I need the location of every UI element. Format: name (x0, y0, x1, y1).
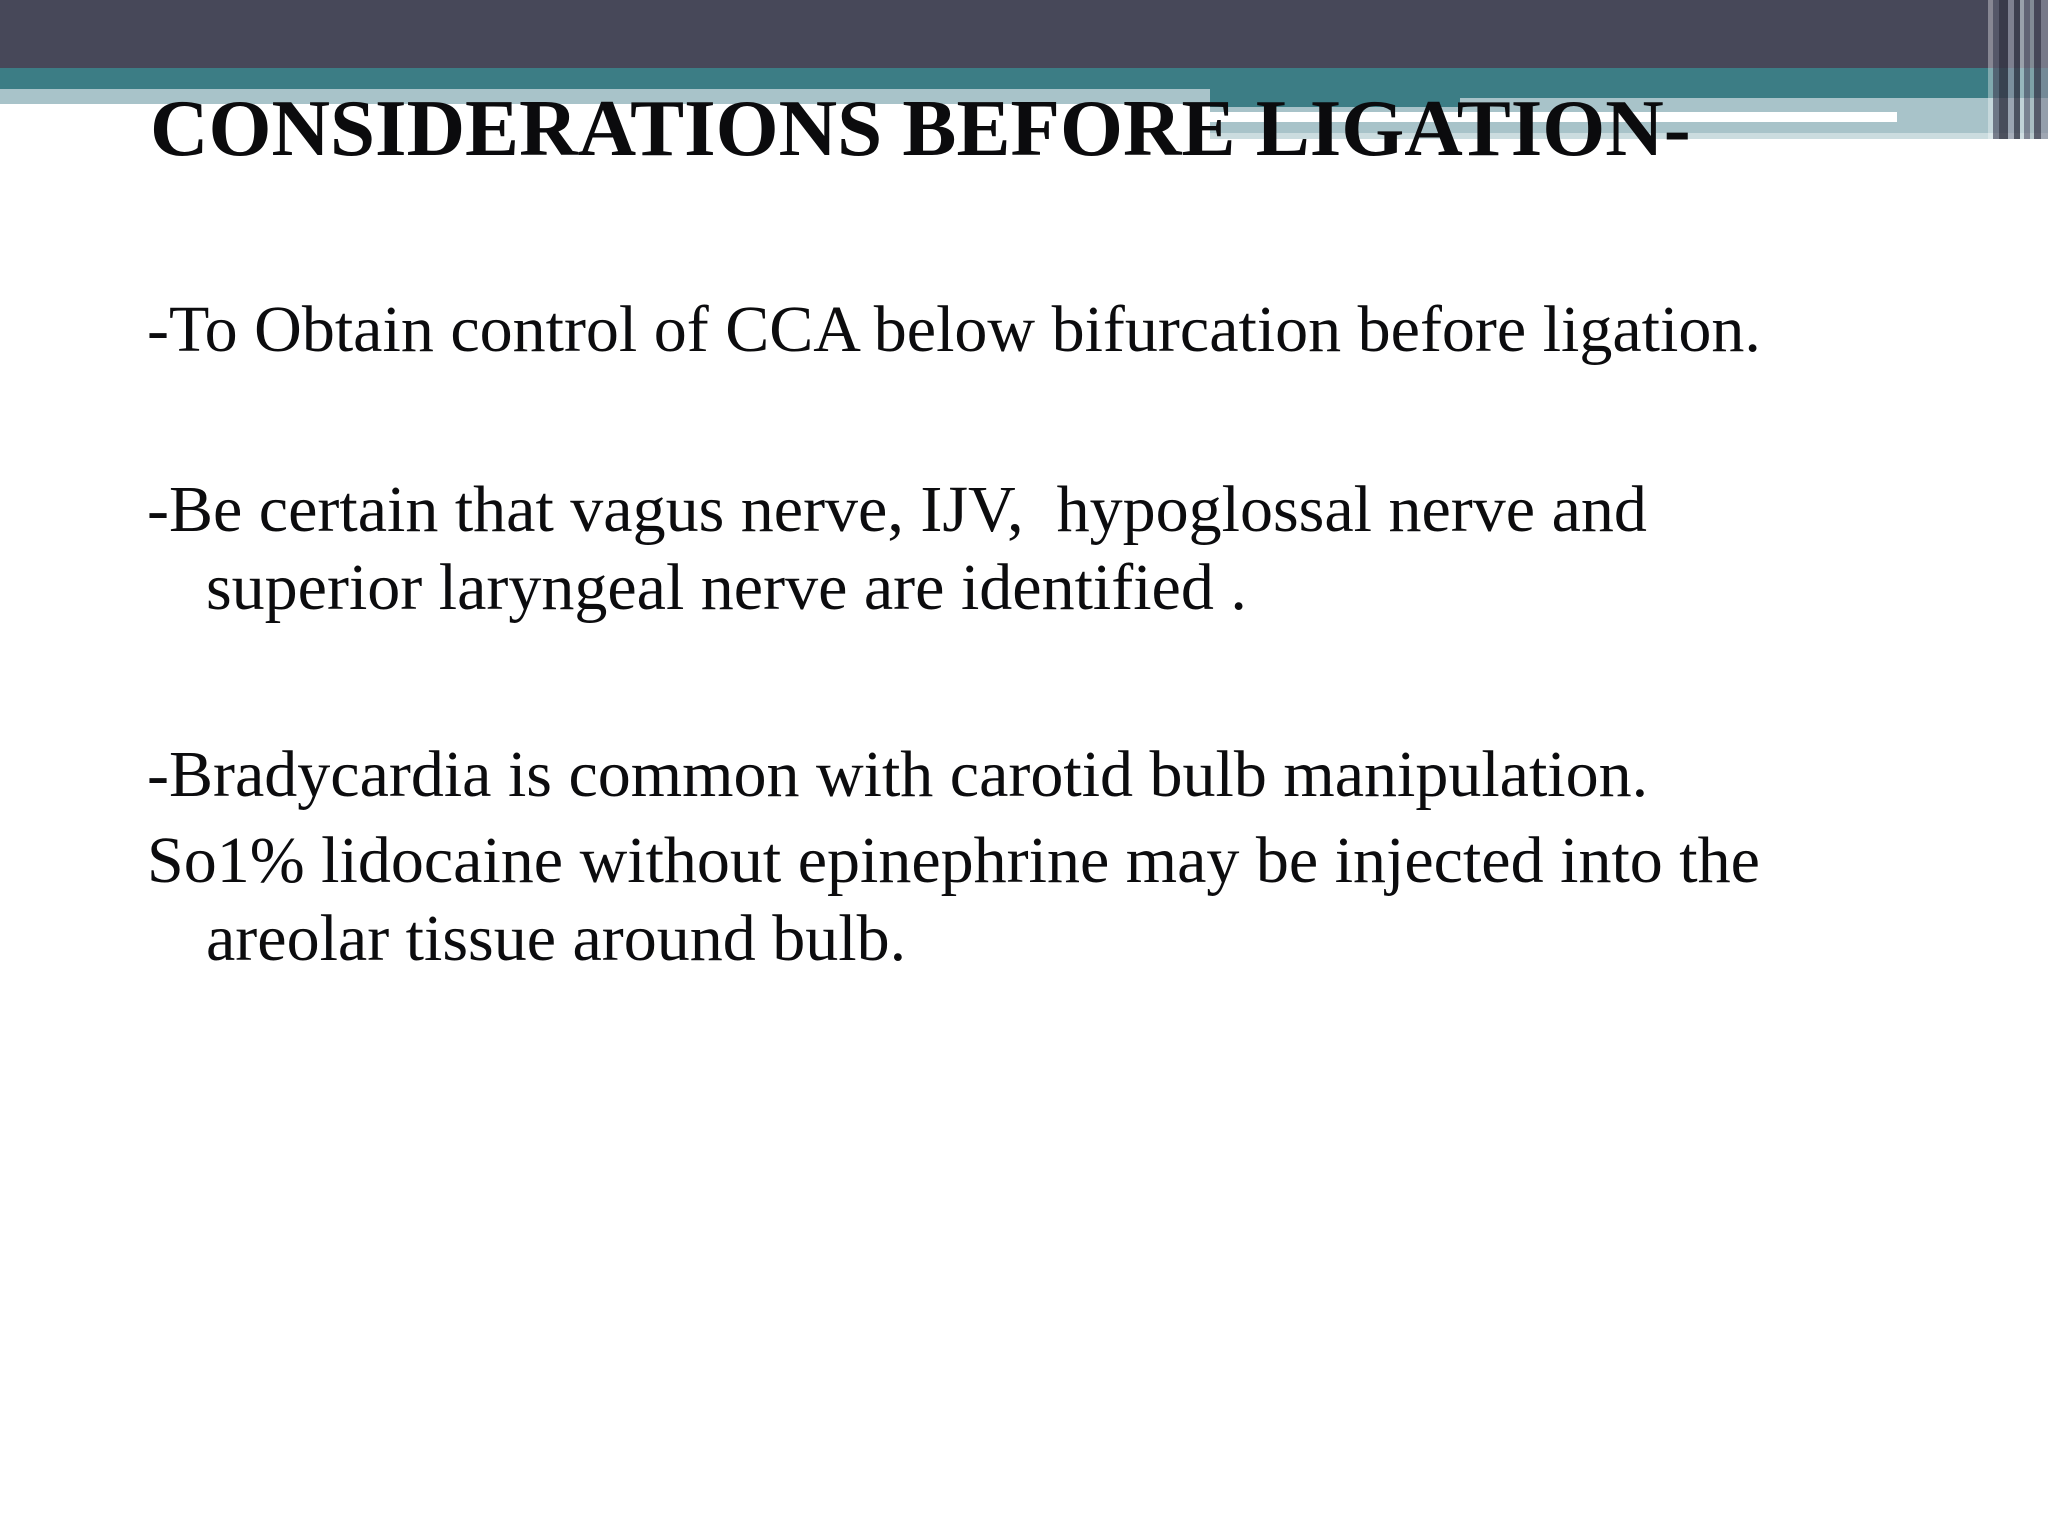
slide-title: CONSIDERATIONS BEFORE LIGATION- (150, 83, 1691, 173)
bullet-paragraph (147, 471, 1761, 627)
corner-stripes (1988, 0, 2048, 139)
bullet-paragraph (147, 736, 1761, 814)
bullet-line: So1% lidocaine without epinephrine may be injected into the (147, 824, 1760, 897)
bullet-line: areolar tissue around bulb. (206, 902, 907, 975)
vertical-stripe (2034, 0, 2041, 139)
bullet-line: superior laryngeal nerve are identified . (206, 551, 1247, 624)
slide-body (147, 291, 1761, 978)
bullet-line: -Bradycardia is common with carotid bulb manipulation. (147, 738, 1649, 811)
vertical-stripe (2041, 0, 2048, 139)
top-dark-bar (0, 0, 2048, 68)
bullet-line: -To Obtain control of CCA below bifurcation before ligation. (147, 293, 1761, 366)
bullet-paragraph (147, 822, 1761, 978)
vertical-stripe (1999, 0, 2008, 139)
bullet-line: -Be certain that vagus nerve, IJV, hypoglossal nerve and (147, 473, 1647, 546)
bullet-paragraph (147, 291, 1761, 369)
